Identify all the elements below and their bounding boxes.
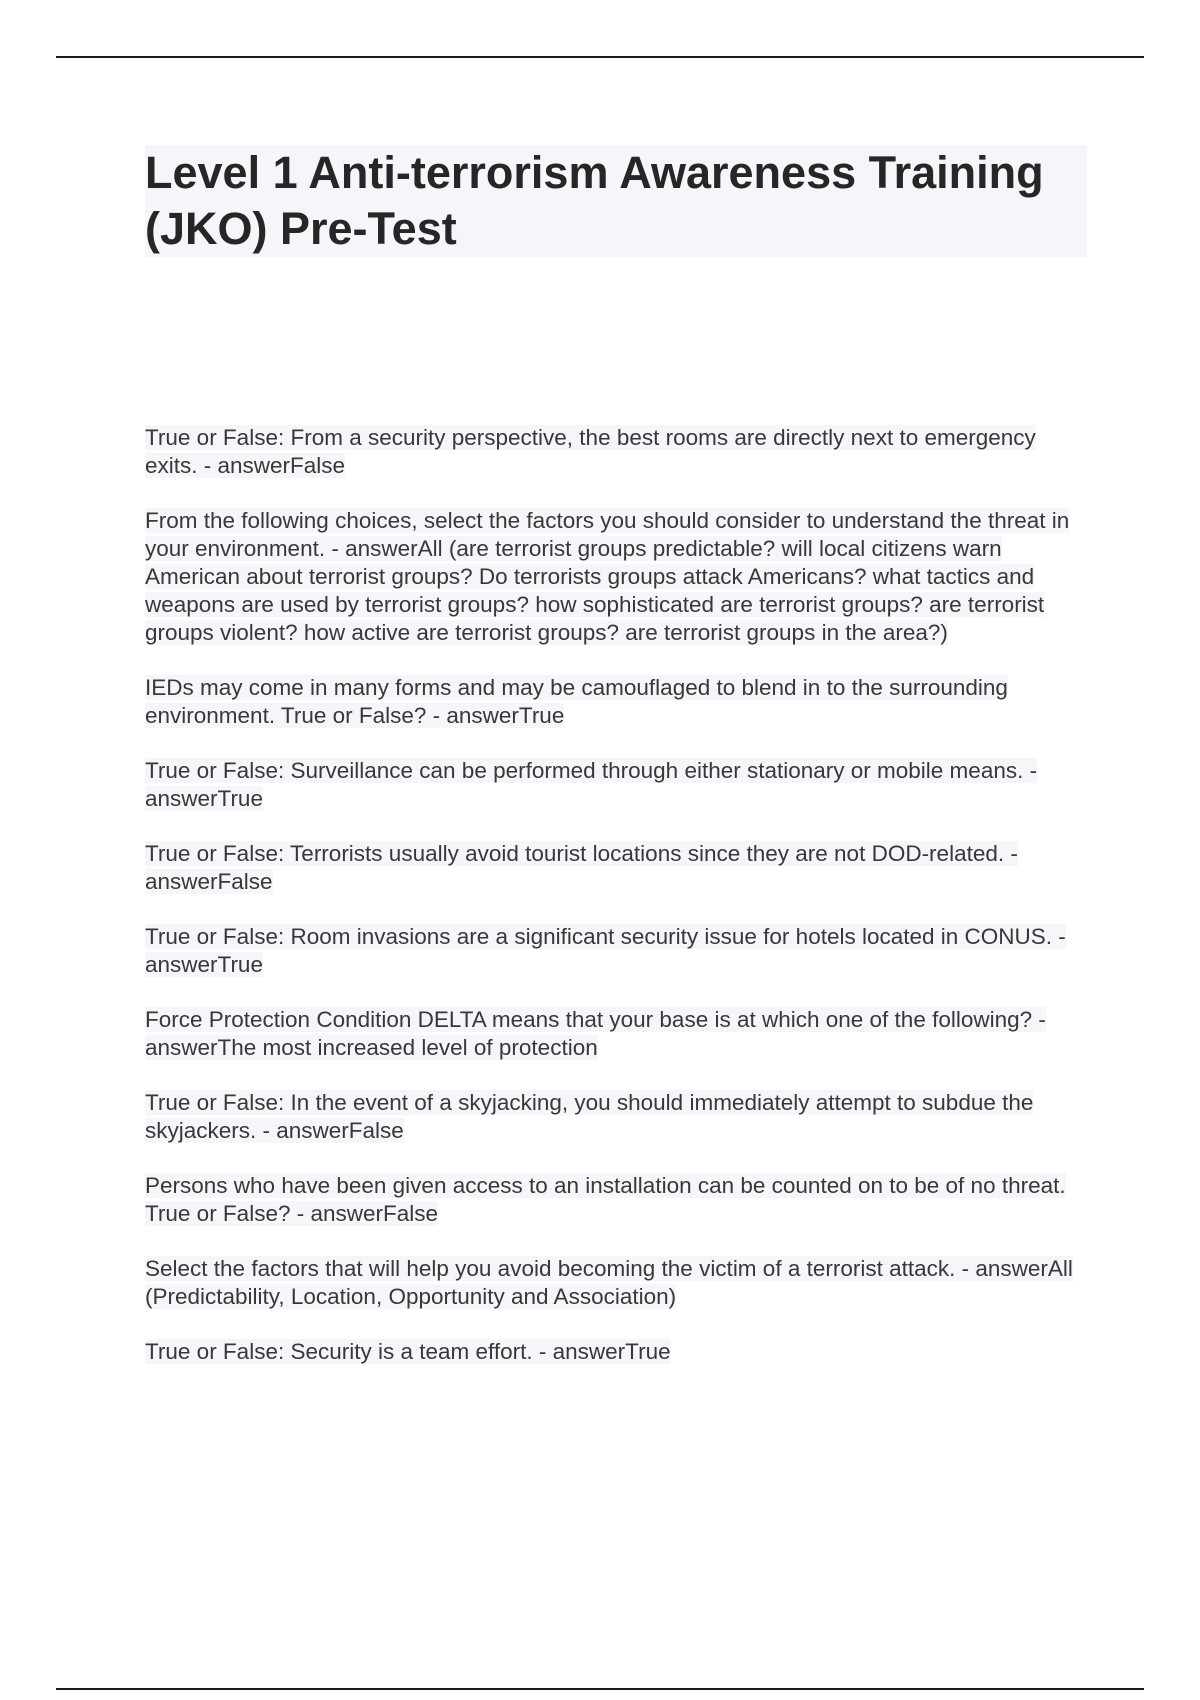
qa-item <box>145 507 1090 647</box>
qa-item <box>145 1338 1090 1366</box>
qa-item <box>145 1172 1090 1228</box>
qa-list <box>145 424 1090 1393</box>
qa-text: From the following choices, select the factors you should consider to understand the threat in your environment. - answerAll (are terrorist groups predictable? will local citizens warn American about terrorist groups? Do terrorists groups attack Americans? what tactics and weapons are used by terrorist groups? how sophisticated are terrorist groups? are terrorist groups violent? how active are terrorist groups? are terrorist groups in the area?) <box>145 508 1070 645</box>
qa-item <box>145 1006 1090 1062</box>
qa-item <box>145 757 1090 813</box>
qa-text: Persons who have been given access to an installation can be counted on to be of no threat. True or False? - answerFalse <box>145 1173 1066 1226</box>
top-rule <box>56 56 1144 58</box>
qa-item <box>145 840 1090 896</box>
page-title: Level 1 Anti-terrorism Awareness Training (JKO) Pre-Test <box>145 147 1044 254</box>
title-block <box>145 145 1087 257</box>
qa-text: Force Protection Condition DELTA means that your base is at which one of the following? - answerThe most increased level of protection <box>145 1007 1046 1060</box>
qa-text: Select the factors that will help you avoid becoming the victim of a terrorist attack. - answerAll (Predictability, Location, Opportunity and Association) <box>145 1256 1073 1309</box>
qa-text: True or False: Terrorists usually avoid tourist locations since they are not DOD-related. - answerFalse <box>145 841 1018 894</box>
bottom-rule <box>56 1688 1144 1690</box>
qa-text: True or False: Surveillance can be performed through either stationary or mobile means. - answerTrue <box>145 758 1038 811</box>
qa-item <box>145 1255 1090 1311</box>
qa-text: IEDs may come in many forms and may be camouflaged to blend in to the surrounding environment. True or False? - answerTrue <box>145 675 1008 728</box>
qa-item <box>145 424 1090 480</box>
qa-item <box>145 923 1090 979</box>
qa-text: True or False: Security is a team effort. - answerTrue <box>145 1339 671 1364</box>
qa-item <box>145 1089 1090 1145</box>
qa-text: True or False: In the event of a skyjacking, you should immediately attempt to subdue the skyjackers. - answerFalse <box>145 1090 1034 1143</box>
qa-item <box>145 674 1090 730</box>
qa-text: True or False: From a security perspective, the best rooms are directly next to emergency exits. - answerFalse <box>145 425 1036 478</box>
qa-text: True or False: Room invasions are a significant security issue for hotels located in CONUS. - answerTrue <box>145 924 1066 977</box>
